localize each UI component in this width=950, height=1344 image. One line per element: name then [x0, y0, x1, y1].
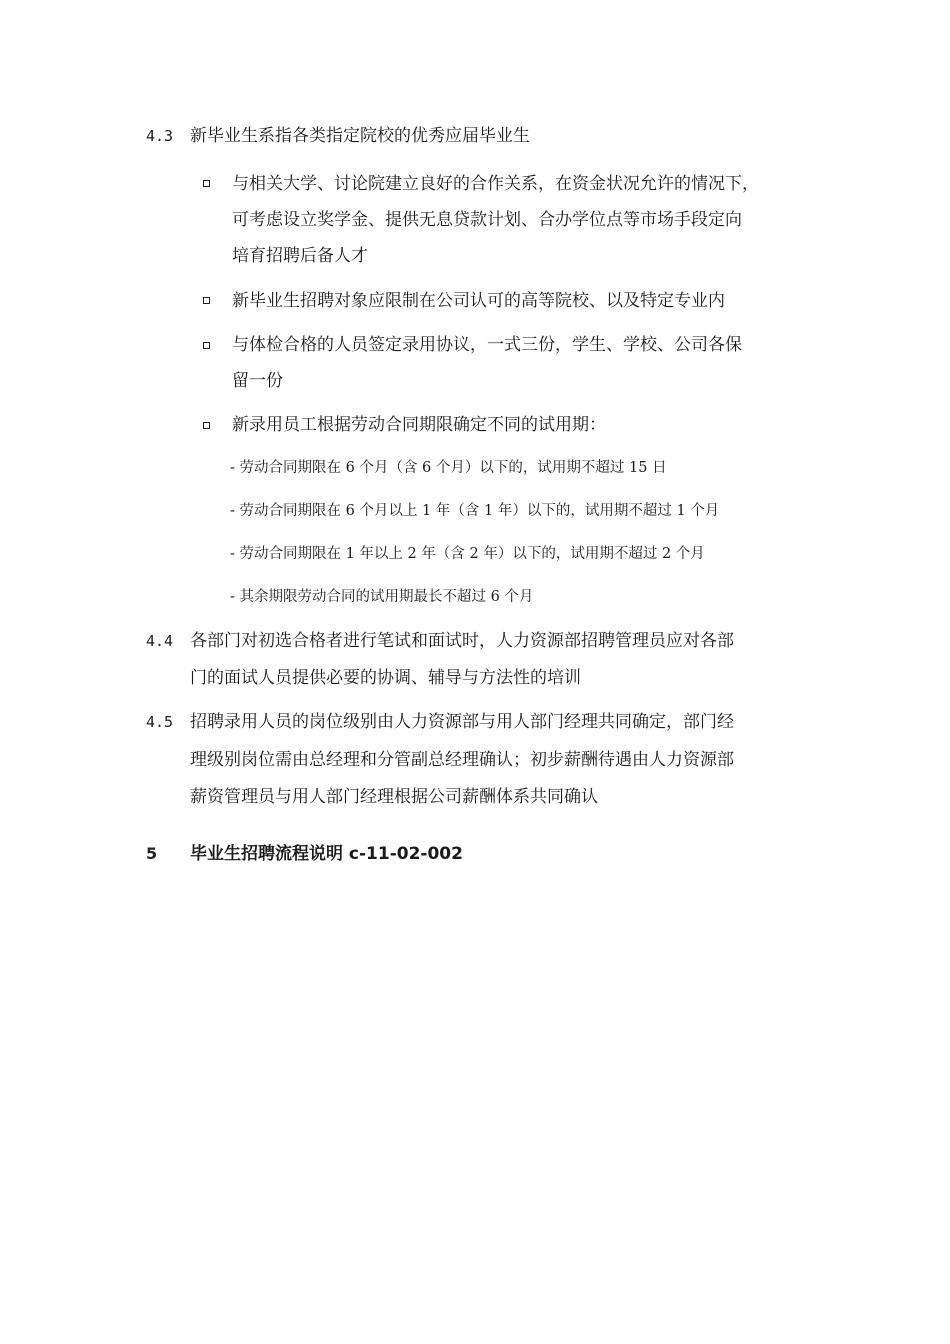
sub-item-3: - 劳动合同期限在 1 年以上 2 年（含 2 年）以下的，试用期不超过 2 个月 — [230, 546, 705, 562]
section-4-4-line-2: 门的面试人员提供必要的协调、辅导与方法性的培训 — [190, 668, 581, 688]
section-number-4-4: 4.4 — [146, 632, 174, 650]
square-bullet-icon — [203, 297, 210, 304]
square-bullet-icon — [203, 342, 210, 349]
bullet-3-line-2: 留一份 — [232, 371, 283, 391]
section-number-5: 5 — [146, 844, 158, 863]
section-4-4-line-1: 各部门对初选合格者进行笔试和面试时，人力资源部招聘管理员应对各部 — [190, 631, 734, 651]
bullet-1-line-1: 与相关大学、讨论院建立良好的合作关系，在资金状况允许的情况下， — [232, 174, 759, 194]
section-number-4-3: 4.3 — [146, 127, 174, 145]
section-title-4-3: 新毕业生系指各类指定院校的优秀应届毕业生 — [190, 126, 530, 146]
sub-item-4: - 其余期限劳动合同的试用期最长不超过 6 个月 — [230, 589, 534, 605]
square-bullet-icon — [203, 180, 210, 187]
bullet-3-line-1: 与体检合格的人员签定录用协议，一式三份，学生、学校、公司各保 — [232, 335, 742, 355]
sub-item-1: - 劳动合同期限在 6 个月（含 6 个月）以下的，试用期不超过 15 日 — [230, 460, 667, 476]
section-4-5-line-2: 理级别岗位需由总经理和分管副总经理确认；初步薪酬待遇由人力资源部 — [190, 750, 734, 770]
section-4-5-line-1: 招聘录用人员的岗位级别由人力资源部与用人部门经理共同确定，部门经 — [190, 712, 734, 732]
bullet-4-line-1: 新录用员工根据劳动合同期限确定不同的试用期： — [232, 415, 606, 435]
square-bullet-icon — [203, 422, 210, 429]
sub-item-2: - 劳动合同期限在 6 个月以上 1 年（含 1 年）以下的，试用期不超过 1 个月 — [230, 503, 720, 519]
section-4-5-line-3: 薪资管理员与用人部门经理根据公司薪酬体系共同确认 — [190, 787, 598, 807]
bullet-1-line-3: 培育招聘后备人才 — [232, 246, 368, 266]
section-number-4-5: 4.5 — [146, 713, 174, 731]
section-5-title: 毕业生招聘流程说明 c-11-02-002 — [190, 844, 463, 864]
bullet-1-line-2: 可考虑设立奖学金、提供无息贷款计划、合办学位点等市场手段定向 — [232, 210, 742, 230]
bullet-2-line-1: 新毕业生招聘对象应限制在公司认可的高等院校、以及特定专业内 — [232, 291, 725, 311]
